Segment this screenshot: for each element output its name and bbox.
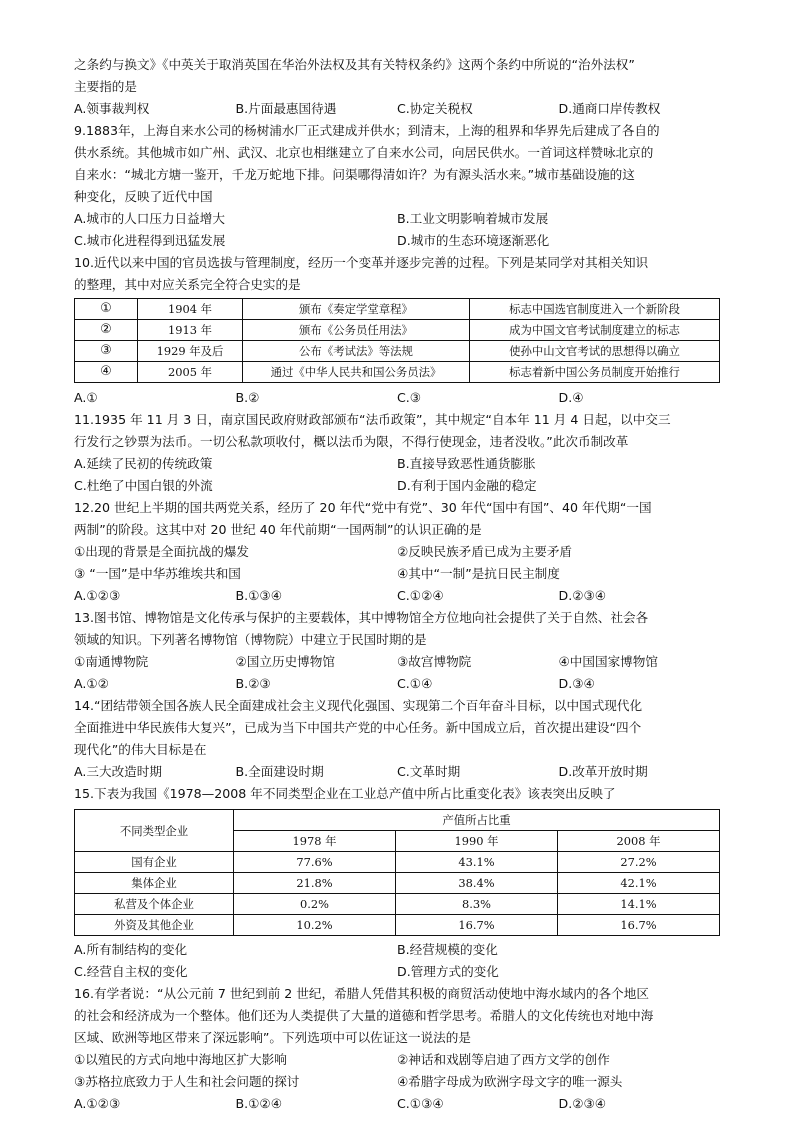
table-cell: 1913 年 (138, 320, 243, 341)
table-cell: 1904 年 (138, 299, 243, 320)
question-stem-line: 的社会和经济成为一个整体。他们还为人类提供了大量的道德和哲学思考。希腊人的文化传统也对地中海 (74, 1008, 654, 1023)
option-b: B.片面最惠国待遇 (235, 101, 337, 116)
option-c: C.城市化进程得到迅猛发展 (74, 233, 226, 248)
question-stem-line: 10.近代以来中国的官员选拔与管理制度，经历一个变革并逐步完善的过程。下列是某同学对其相关知识 (74, 255, 649, 270)
table-cell: 通过《中华人民共和国公务员法》 (243, 362, 470, 383)
answer-options (74, 453, 720, 475)
option-a: A.①② (74, 676, 109, 691)
option-b: B.工业文明影响着城市发展 (397, 211, 549, 226)
table-row (75, 299, 720, 320)
table-row (75, 915, 720, 936)
statement-items (74, 651, 720, 673)
table-cell: 私营及个体企业 (75, 894, 234, 915)
column-header: 1990 年 (396, 831, 558, 852)
enterprise-share-table (74, 809, 720, 936)
table-cell: 14.1% (558, 894, 720, 915)
statement-items (74, 563, 720, 585)
answer-options (74, 475, 720, 497)
column-group-header: 产值所占比重 (234, 810, 720, 831)
question-16 (74, 983, 720, 1115)
option-c: C.③ (397, 390, 422, 405)
table-cell: ③ (75, 341, 138, 362)
table-row (75, 852, 720, 873)
question-stem-line: 区域、欧洲等地区带来了深远影响”。下列选项中可以佐证这一说法的是 (74, 1030, 471, 1045)
option-a: A.三大改造时期 (74, 764, 162, 779)
option-a: A.领事裁判权 (74, 101, 150, 116)
table-cell: 1929 年及后 (138, 341, 243, 362)
question-stem-line: 现代化”的伟大目标是在 (74, 742, 207, 757)
option-a: A.①②③ (74, 588, 121, 603)
statement-item: ④其中“一制”是抗日民主制度 (397, 566, 560, 581)
question-stem-line: 9.1883年，上海自来水公司的杨树浦水厂正式建成并供水；到清末，上海的租界和华界先后建成了各自的 (74, 123, 660, 138)
table-cell: 42.1% (558, 873, 720, 894)
answer-options (74, 761, 720, 783)
option-d: D.通商口岸传教权 (558, 101, 661, 116)
question-stem-line: 12.20 世纪上半期的国共两党关系，经历了 20 年代“党中有党”、30 年代“国中有国”、40 年代期“一国 (74, 500, 652, 515)
table-cell: 38.4% (396, 873, 558, 894)
option-b: B.② (235, 390, 260, 405)
question-15 (74, 783, 720, 983)
option-d: D.②③④ (558, 1096, 607, 1111)
option-d: D.④ (558, 390, 584, 405)
statement-item: ②神话和戏剧等启迪了西方文学的创作 (397, 1052, 610, 1067)
statement-item: ①南通博物院 (74, 654, 149, 669)
option-b: B.②③ (235, 676, 271, 691)
table-cell: 国有企业 (75, 852, 234, 873)
table-row (75, 894, 720, 915)
table-cell: 外资及其他企业 (75, 915, 234, 936)
option-d: D.②③④ (558, 588, 607, 603)
table-cell: 16.7% (558, 915, 720, 936)
question-13 (74, 607, 720, 695)
option-c: C.①②④ (397, 588, 444, 603)
question-stem-line: 领域的知识。下列著名博物馆（博物院）中建立于民国时期的是 (74, 632, 427, 647)
statement-item: ②反映民族矛盾已成为主要矛盾 (397, 544, 573, 559)
statement-item: ③苏格拉底致力于人生和社会问题的探讨 (74, 1074, 300, 1089)
question-stem-line: 种变化，反映了近代中国 (74, 189, 213, 204)
question-11 (74, 409, 720, 497)
column-header: 不同类型企业 (75, 810, 234, 852)
question-stem-line: 两制”的阶段。这其中对 20 世纪 40 年代前期“一国两制”的认识正确的是 (74, 522, 482, 537)
table-cell: ② (75, 320, 138, 341)
statement-item: ①以殖民的方式向地中海地区扩大影响 (74, 1052, 287, 1067)
table-cell: ④ (75, 362, 138, 383)
option-d: D.改革开放时期 (558, 764, 648, 779)
table-cell: 27.2% (558, 852, 720, 873)
table-cell: 使孙中山文官考试的思想得以确立 (470, 341, 720, 362)
answer-options (74, 208, 720, 230)
answer-options (74, 98, 720, 120)
question-stem-line: 15.下表为我国《1978—2008 年不同类型企业在工业总产值中所占比重变化表》该表突出反映了 (74, 786, 616, 801)
officials-table (74, 298, 720, 383)
table-cell: 21.8% (234, 873, 396, 894)
answer-options (74, 939, 720, 961)
option-a: A.所有制结构的变化 (74, 942, 188, 957)
option-d: D.有利于国内金融的稳定 (397, 478, 537, 493)
option-c: C.经营自主权的变化 (74, 964, 188, 979)
option-d: D.③④ (558, 676, 595, 691)
question-stem-line: 16.有学者说：“从公元前 7 世纪到前 2 世纪，希腊人凭借其积极的商贸活动使地中海水域内的各个地区 (74, 986, 649, 1001)
statement-items (74, 1049, 720, 1071)
table-row (75, 320, 720, 341)
option-b: B.直接导致恶性通货膨胀 (397, 456, 536, 471)
option-b: B.全面建设时期 (235, 764, 324, 779)
option-a: A.①②③ (74, 1096, 121, 1111)
table-cell: 77.6% (234, 852, 396, 873)
option-b: B.经营规模的变化 (397, 942, 498, 957)
statement-item: ③故宫博物院 (397, 654, 472, 669)
table-header-row (75, 810, 720, 831)
column-header: 2008 年 (558, 831, 720, 852)
table-cell: 43.1% (396, 852, 558, 873)
option-a: A.① (74, 390, 98, 405)
option-b: B.①②④ (235, 1096, 283, 1111)
question-14 (74, 695, 720, 783)
table-cell: ① (75, 299, 138, 320)
table-cell: 标志中国选官制度进入一个新阶段 (470, 299, 720, 320)
question-10 (74, 252, 720, 409)
table-cell: 8.3% (396, 894, 558, 915)
question-stem-line: 自来水：“城北方塘一鉴开，千龙万蛇地下排。问渠哪得清如许？为有源头活水来。”城市基础设施的这 (74, 167, 635, 182)
table-row (75, 341, 720, 362)
question-12 (74, 497, 720, 607)
option-b: B.①③④ (235, 588, 283, 603)
table-cell: 成为中国文官考试制度建立的标志 (470, 320, 720, 341)
question-stem-line: 11.1935 年 11 月 3 日，南京国民政府财政部颁布“法币政策”，其中规定“自本年 11 月 4 日起，以中交三 (74, 412, 671, 427)
table-cell: 标志着新中国公务员制度开始推行 (470, 362, 720, 383)
question-stem-line: 的整理，其中对应关系完全符合史实的是 (74, 277, 301, 292)
table-cell: 16.7% (396, 915, 558, 936)
option-c: C.协定关税权 (397, 101, 473, 116)
statement-item: ②国立历史博物馆 (235, 654, 335, 669)
table-cell: 0.2% (234, 894, 396, 915)
answer-options (74, 387, 720, 409)
statement-item: ③ “一国”是中华苏维埃共和国 (74, 566, 241, 581)
option-c: C.文革时期 (397, 764, 461, 779)
option-c: C.①④ (397, 676, 433, 691)
question-stem-line: 14.“团结带领全国各族人民全面建成社会主义现代化强国、实现第二个百年奋斗目标，以中国式现代化 (74, 698, 643, 713)
question-stem-line: 行发行之钞票为法币。一切公私款项收付，概以法币为限，不得行使现金，违者没收。”此次币制改革 (74, 434, 629, 449)
statement-item: ④中国国家博物馆 (558, 654, 658, 669)
answer-options (74, 961, 720, 983)
question-stem-line: 之条约与换文》《中英关于取消英国在华治外法权及其有关特权条约》这两个条约中所说的“治外法权” (74, 57, 635, 72)
question-stem-line: 供水系统。其他城市如广州、武汉、北京也相继建立了自来水公司，向居民供水。一首词这样赞咏北京的 (74, 145, 654, 160)
question-8 (74, 54, 720, 120)
table-cell: 颁布《公务员任用法》 (243, 320, 470, 341)
option-c: C.①③④ (397, 1096, 444, 1111)
table-cell: 公布《考试法》等法规 (243, 341, 470, 362)
table-cell: 10.2% (234, 915, 396, 936)
question-stem-line: 主要指的是 (74, 79, 137, 94)
statement-items (74, 541, 720, 563)
question-stem-line: 全面推进中华民族伟大复兴”，已成为当下中国共产党的中心任务。新中国成立后，首次提出建设“四个 (74, 720, 642, 735)
table-row (75, 873, 720, 894)
statement-items (74, 1071, 720, 1093)
question-stem-line: 13.图书馆、博物馆是文化传承与保护的主要载体，其中博物馆全方位地向社会提供了关于自然、社会各 (74, 610, 649, 625)
option-a: A.延续了民初的传统政策 (74, 456, 213, 471)
option-c: C.杜绝了中国白银的外流 (74, 478, 213, 493)
option-d: D.管理方式的变化 (397, 964, 499, 979)
statement-item: ④希腊字母成为欧洲字母文字的唯一源头 (397, 1074, 623, 1089)
table-row (75, 362, 720, 383)
exam-page (74, 54, 720, 1115)
answer-options (74, 1093, 720, 1115)
answer-options (74, 585, 720, 607)
option-a: A.城市的人口压力日益增大 (74, 211, 225, 226)
answer-options (74, 673, 720, 695)
option-d: D.城市的生态环境逐渐恶化 (397, 233, 550, 248)
column-header: 1978 年 (234, 831, 396, 852)
question-9 (74, 120, 720, 252)
statement-item: ①出现的背景是全面抗战的爆发 (74, 544, 250, 559)
table-cell: 2005 年 (138, 362, 243, 383)
table-cell: 集体企业 (75, 873, 234, 894)
table-cell: 颁布《奏定学堂章程》 (243, 299, 470, 320)
answer-options (74, 230, 720, 252)
